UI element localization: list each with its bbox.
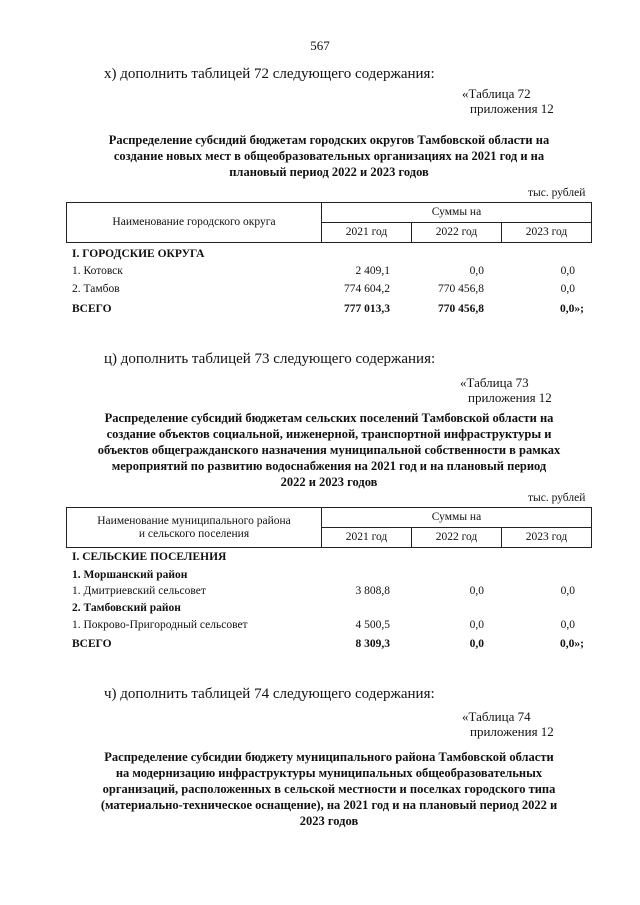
section-ts-year-2022-header: 2022 год [412,528,502,548]
table-row [72,619,592,633]
section-ch-title-line: Распределение субсидии бюджету муниципального района Тамбовской области [104,750,554,764]
section-ch-intro: ч) дополнить таблицей 74 следующего содержания: [104,686,435,702]
section-ts-sums-header: Суммы на [322,508,592,528]
row-value-2021: 3 808,8 [355,585,390,597]
table-row [72,585,592,599]
total-row [72,303,592,317]
page-number: 567 [310,38,330,53]
row-value-2022: 0,0 [469,265,484,277]
section-x-title [66,132,592,180]
section-ts-ref-line2: приложения 12 [468,390,552,405]
row-value-2021: 774 604,2 [344,283,390,295]
name-col-header-line2: и сельского поселения [138,527,250,540]
row-name: 2. Тамбов [72,283,120,295]
row-value-2021: 2 409,1 [355,265,390,277]
name-col-header-line1: Наименование муниципального района [97,514,291,527]
row-value-2022: 0,0 [469,619,484,631]
row-value-2023: 0,0 [560,619,575,631]
total-label: ВСЕГО [72,303,112,315]
section-x-title-line: Распределение субсидий бюджетам городских округов Тамбовской области на [108,133,550,147]
section-ts-title-line: Распределение субсидий бюджетам сельских поселений Тамбовской области на [104,411,554,425]
row-value-2023: 0,0 [560,265,575,277]
row-name: 1. Котовск [72,265,123,277]
section-x-title-line: создание новых мест в общеобразовательных организациях на 2021 год и на [113,149,545,163]
section-ch-title-line: организаций, расположенных в сельской местности и поселках городского типа [102,782,556,796]
row-value-2023: 0,0 [560,585,575,597]
section-ts-title-line: 2022 и 2023 годов [280,475,378,489]
section-ts-year-2021-header: 2021 год [322,528,412,548]
total-value-2022: 0,0 [469,638,484,650]
row-value-2023: 0,0 [560,283,575,295]
section-ts-name-col-header [67,508,322,548]
section-ts-year-2023-header: 2023 год [502,528,592,548]
section-x-intro: х) дополнить таблицей 72 следующего содержания: [104,66,435,82]
section-ts-table-header [66,507,592,548]
row-name: 1. Покрово-Пригородный сельсовет [72,619,248,631]
section-x-year-2023-header: 2023 год [502,223,592,243]
total-value-2023: 0,0»; [560,303,584,315]
row-value-2022: 770 456,8 [438,283,484,295]
section-ch-title-line: на модернизацию инфраструктуры муниципальных общеобразовательных [115,766,543,780]
district-label: 2. Тамбовский район [72,602,181,614]
section-ts-title [66,410,592,490]
section-ts-title-line: мероприятий по развитию водоснабжения на 2021 год и на плановый период [111,459,547,473]
section-ts-ref-line1: «Таблица 73 [460,375,529,390]
section-ts-group-label: I. СЕЛЬСКИЕ ПОСЕЛЕНИЯ [72,551,227,563]
section-ch-title [66,749,592,829]
section-ts-title-line: создание объектов социальной, инженерной, транспортной инфраструктуры и [106,427,552,441]
total-value-2021: 8 309,3 [355,638,390,650]
section-ts-units: тыс. рублей [528,492,586,504]
section-x-group-label: I. ГОРОДСКИЕ ОКРУГА [72,248,205,260]
section-x-year-2021-header: 2021 год [322,223,412,243]
section-ts-title-line: объектов общегражданского назначения муниципальной собственности в рамках [97,443,561,457]
section-ch-ref-line2: приложения 12 [470,724,554,739]
total-value-2023: 0,0»; [560,638,584,650]
row-value-2022: 0,0 [469,585,484,597]
section-ch-title-line: (материально-техническое оснащение), на 2021 год и на плановый период 2022 и [100,798,558,812]
total-value-2021: 777 013,3 [344,303,390,315]
row-name: 1. Дмитриевский сельсовет [72,585,206,597]
section-x-title-line: плановый период 2022 и 2023 годов [229,165,429,179]
section-x-units: тыс. рублей [528,187,586,199]
section-x-table-header [66,202,592,243]
table-row [72,283,592,297]
table-row [72,265,592,279]
total-row [72,638,592,652]
section-x-year-2022-header: 2022 год [412,223,502,243]
section-x-ref-line1: «Таблица 72 [462,86,531,101]
section-x-ref-line2: приложения 12 [470,101,554,116]
row-value-2021: 4 500,5 [355,619,390,631]
district-label: 1. Моршанский район [72,569,188,581]
section-ch-title-line: 2023 годов [299,814,359,828]
section-x-name-col-header: Наименование городского округа [67,203,322,243]
section-ts-intro: ц) дополнить таблицей 73 следующего содержания: [104,351,436,367]
total-value-2022: 770 456,8 [438,303,484,315]
total-label: ВСЕГО [72,638,112,650]
section-ch-ref-line1: «Таблица 74 [462,709,531,724]
section-x-sums-header: Суммы на [322,203,592,223]
